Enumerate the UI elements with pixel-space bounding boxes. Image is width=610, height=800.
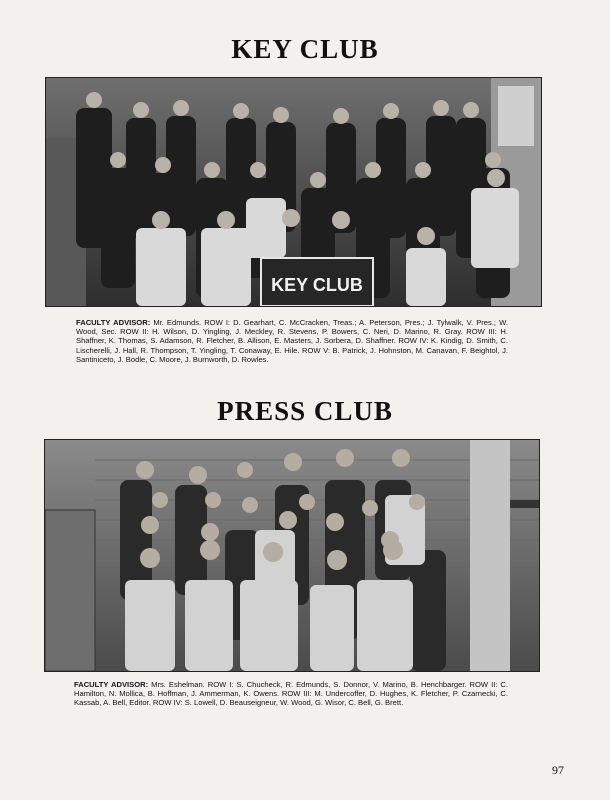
key-club-photo-illustration [46, 78, 541, 306]
press-club-photo [44, 439, 540, 672]
key-club-caption-lead: FACULTY ADVISOR: [76, 318, 151, 327]
key-club-banner-text: KEY CLUB [271, 275, 363, 295]
press-club-caption [74, 680, 508, 708]
key-club-photo [45, 77, 542, 307]
press-club-heading: PRESS CLUB [217, 396, 393, 426]
page-number: 97 [552, 763, 564, 777]
key-club-heading: KEY CLUB [231, 34, 379, 64]
key-club-caption-body: Mr. Edmunds. ROW I: D. Gearhart, C. McCracken, Treas.; A. Peterson, Pres.; J. Tylwalk, V. Pres.; W. Wood, Sec. ROW II: H. Wilson, D. Yingling, J. Meckley, R. Stevens, P. Bowers, C. Neri, D. Marino, R. Gray. ROW III: H. Shaffner, K. Thomas, S. Adamson, R. Fletcher, B. Allison, E. Masters, J. Sorbera, D. Shaffner. ROW IV: K. Kindig, D. Smith, C. Lischerelli, J. Hall, R. Thompson, T. Yingling, T. Conaway, E. Hile. ROW V: B. Patrick, J. Hohnston, M. Canavan, F. Beightol, J. Santiniceto, J. Bodle, C. Moore, J. Burnworth, D. Rowles. [76, 318, 508, 364]
press-club-caption-lead: FACULTY ADVISOR: [74, 680, 149, 689]
press-club-caption-body: Mrs. Eshelman. ROW I: S. Chucheck, R. Edmunds, S. Donnor, V. Marino, B. Henchbarger. ROW II: C. Hamilton, N. Mollica, B. Hoffman, J. Ammerman, K. Owens. ROW III: M. Undercoffer, D. Hughes, K. Fletcher, P. Czarnecki, C. Kassab, A. Bell, Editor. ROW IV: S. Lowell, D. Beauseigneur, W. Wood, G. Wisor, C. Bell, G. Brett. [74, 680, 508, 708]
key-club-caption [76, 318, 508, 364]
press-club-photo-illustration [45, 440, 539, 671]
